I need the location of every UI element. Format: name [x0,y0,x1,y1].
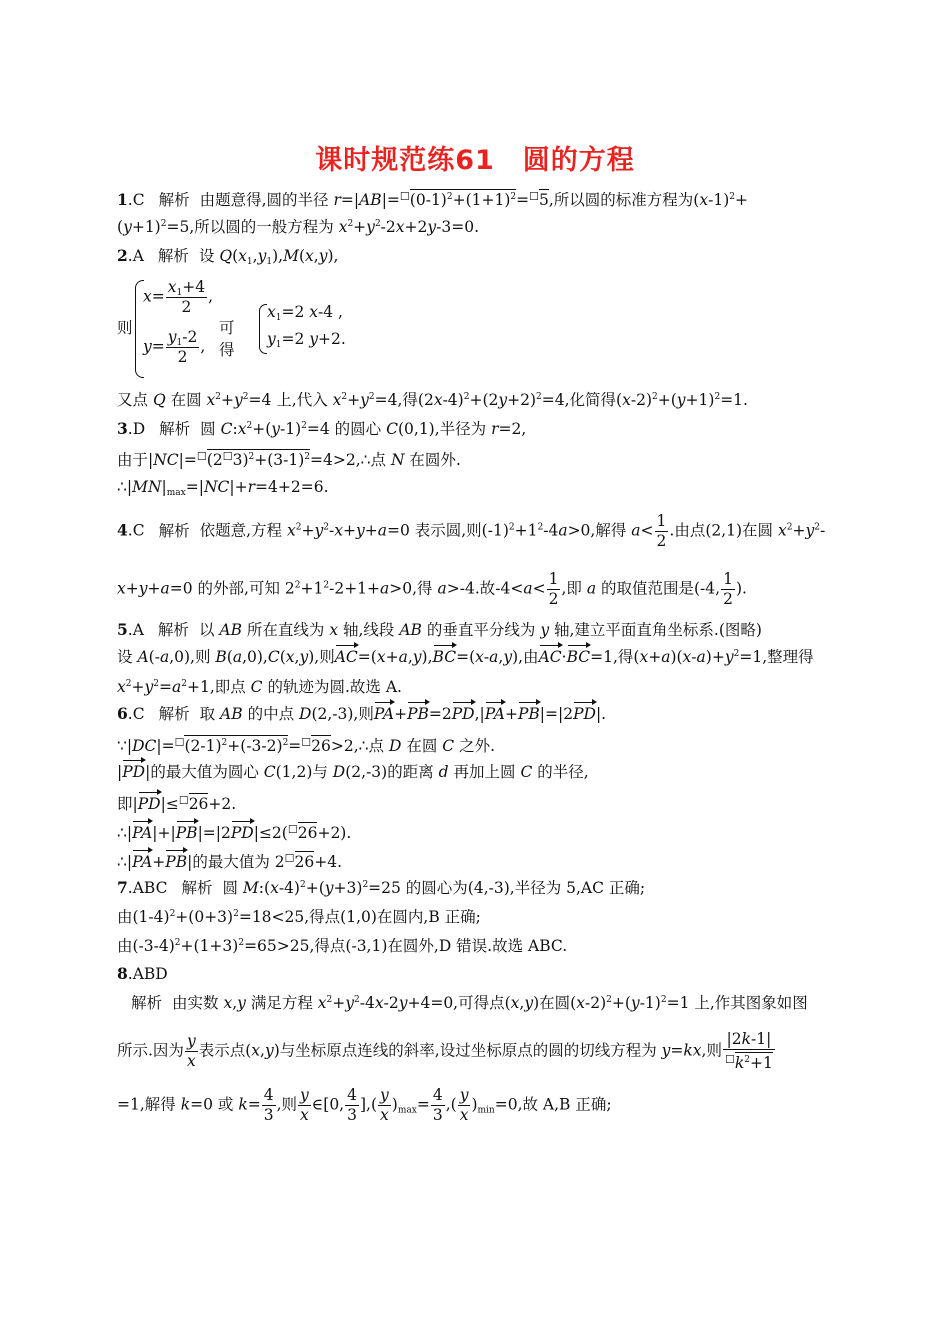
answer-7-line-1: 7.ABC 解析 圆 $M:(x-4)^2+(y+3)^2=25$ 的圆心为(4,-3),半径为 5,AC 正确; [117,878,646,897]
answer-5-line-2: 设 A(-a,0),则 B(a,0),C(x,y),则AC=(x+a,y),BC=(x-a,y),由AC·BC=1,得$(x+a)(x-a)+y^2=1$,整理得 [117,648,814,666]
answer-2-line-1: 2.A 解析 设 $Q(x_1,y_1),M(x,y)$, [117,246,339,267]
answer-3-line-2: 由于$|NC|=^☐(2^☐3)^2+(3-1)^2=4>2,\therefore$点 N 在圆外. [117,450,461,469]
answer-2-line-final: 又点 Q 在圆 $x^2+y^2=4$ 上,代入 $x^2+y^2=4$,得$(2x-4)^2+(2y+2)^2=4$,化简得$(x-2)^2+(y+1)^2=1$. [117,391,748,409]
answer-8-line-4: =1,解得 k=0 或 k= $\frac{4}{3}$ ,则 $\frac{y}{x}$ ∈[0, $\frac{4}{3}$ ],( $\frac{y}{x}$ )$_{max}=$ $\frac{4}{3}$ ,( $\frac{y}{x}$ )$_{min}=0$,故 A,B 正确; [117,1086,612,1124]
answer-5-line-3: $x^2+y^2=a^2+1$,即点 C 的轨迹为圆.故选 A. [117,678,402,696]
document-page: 课时规范练61 圆的方程 1.C 解析 由题意得,圆的半径 $r=|AB|=^☐(0-1)^2+(1+1)^2=^☐5$,所以圆的标准方程为$(x-1)^2+$ $(y+1)^2=5$,所以圆的一般方程为 $x^2+y^2-2x+2y-3=0$. 2.A 解析 设 $Q(x_1,y_1),M(x,y)$, 则 x= $\frac{x_1+4}{2}$ , y= $\frac{y_1-2}{2}$ , 可得 $x_1=2$ x-4 , $y_1=2$ y+2. 又点 Q 在圆 $x^2+y^2=4$ 上,代入 $x^2+y^2=4$,得$(2x-4)^2+(2y+2)^2=4$,化简得$(x-2)^2+(y+1)^2=1$. 3.D 解析 圆 $C:x^2+(y-1)^2=4$ 的圆心 C(0,1),半径为 r=2, 由于$|NC|=^☐(2^☐3)^2+(3-1)^2=4>2,\therefore$点 N 在圆外. $\therefore|MN|_{max}=|NC|+r=4+2=6$. 4.C 解析 依题意,方程 $x^2+y^2-x+y+a=0$ 表示圆,则$(-1)^2+1^2-4a>0$,解得 a< $\frac{1}{2}$ .由点(2,1)在圆 $x^2+y^2-$ x+y+a=0 的外部,可知 $2^2+1^2-2+1+a>0$,得 a>-4.故-4<a< $\frac{1}{2}$ ,即 a 的取值范围是(-4, $\frac{1}{2}$ ). 5.A 解析 以 AB 所在直线为 x 轴,线段 AB 的垂直平分线为 y 轴,建立平面直角坐标系.(图略) 设 A(-a,0),则 B(a,0),C(x,y),则AC=(x+a,y),BC=(x-a,y),由AC·BC=1,得$(x+a)(x-a)+y^2=1$,整理得 $x^2+y^2=a^2+1$,即点 C 的轨迹为圆.故选 A. 6.C 解析 取 AB 的中点 D(2,-3),则PA+PB=2PD,|PA+PB|=|2PD|. $\because|DC|=^☐(2-1)^2+(-3-2)^2=^☐26>2,\therefore$点 D 在圆 C 之外. |PD|的最大值为圆心 C(1,2)与 D(2,-3)的距离 d 再加上圆 C 的半径, 即|PD|≤☐26+2. ∴|PA|+|PB|=|2PD|≤2(☐26+2). ∴|PA+PB|的最大值为 2☐26+4. 7.ABC 解析 圆 $M:(x-4)^2+(y+3)^2=25$ 的圆心为(4,-3),半径为 5,AC 正确; 由$(1-4)^2+(0+3)^2=18<25$,得点(1,0)在圆内,B 正确; 由$(-3-4)^2+(1+3)^2=65>25$,得点(-3,1)在圆外,D 错误.故选 ABC. 8.ABD 解析 由实数 x,y 满足方程 $x^2+y^2-4x-2y+4=0$,可得点(x,y)在圆$(x-2)^2+(y-1)^2=1$ 上,作其图象如图 所示.因为 $\frac{y}{x}$ 表示点(x,y)与坐标原点连线的斜率,设过坐标原点的圆的切线方程为 y=kx,则 $\frac{|2k-1|}{^☐k^2+1}$ =1,解得 k=0 或 k= $\frac{4}{3}$ ,则 $\frac{y}{x}$ ∈[0, $\frac{4}{3}$ ],( $\frac{y}{x}$ )$_{max}=$ $\frac{4}{3}$ ,( $\frac{y}{x}$ )$_{min}=0$,故 A,B 正确; [0,0,950,1344]
answer-6-line-3: |PD|的最大值为圆心 C(1,2)与 D(2,-3)的距离 d 再加上圆 C 的半径, [117,763,589,781]
answer-3-line-3: $\therefore|MN|_{max}=|NC|+r=4+2=6$. [117,478,329,498]
answer-8-line-2: 解析 由实数 x,y 满足方程 $x^2+y^2-4x-2y+4=0$,可得点(x,y)在圆$(x-2)^2+(y-1)^2=1$ 上,作其图象如图 [131,994,808,1012]
answer-6-line-4: 即|PD|≤☐26+2. [117,794,237,813]
answer-3-line-1: 3.D 解析 圆 $C:x^2+(y-1)^2=4$ 的圆心 C(0,1),半径为 r=2, [117,419,527,438]
answer-1-line-1: 1.C 解析 由题意得,圆的半径 $r=|AB|=^☐(0-1)^2+(1+1)^2=^☐5$,所以圆的标准方程为$(x-1)^2+$ [117,190,748,209]
answer-7-line-2: 由$(1-4)^2+(0+3)^2=18<25$,得点(1,0)在圆内,B 正确; [117,908,481,926]
answer-5-line-1: 5.A 解析 以 AB 所在直线为 x 轴,线段 AB 的垂直平分线为 y 轴,建立平面直角坐标系.(图略) [117,620,762,639]
answer-8-line-3: 所示.因为 $\frac{y}{x}$ 表示点(x,y)与坐标原点连线的斜率,设过坐标原点的圆的切线方程为 y=kx,则 $\frac{|2k-1|}{^☐k^2+1}$ [117,1030,773,1072]
answer-1-line-2: $(y+1)^2=5$,所以圆的一般方程为 $x^2+y^2-2x+2y-3=0$. [117,218,480,236]
answer-8-line-1: 8.ABD [117,964,168,983]
answer-4-line-2: x+y+a=0 的外部,可知 $2^2+1^2-2+1+a>0$,得 a>-4.故-4<a< $\frac{1}{2}$ ,即 a 的取值范围是(-4, $\frac{1}{2}$ ). [117,570,747,608]
answer-6-line-6: ∴|PA+PB|的最大值为 2☐26+4. [117,852,343,871]
answer-6-line-1: 6.C 解析 取 AB 的中点 D(2,-3),则PA+PB=2PD,|PA+PB|=|2PD|. [117,704,607,723]
answer-4-line-1: 4.C 解析 依题意,方程 $x^2+y^2-x+y+a=0$ 表示圆,则$(-1)^2+1^2-4a>0$,解得 a< $\frac{1}{2}$ .由点(2,1)在圆 $x^2+y^2-$ [117,512,826,550]
answer-7-line-3: 由$(-3-4)^2+(1+3)^2=65>25$,得点(-3,1)在圆外,D 错误.故选 ABC. [117,937,568,955]
page-title: 课时规范练61 圆的方程 [315,145,635,176]
answer-6-line-2: $\because|DC|=^☐(2-1)^2+(-3-2)^2=^☐26>2,\therefore$点 D 在圆 C 之外. [117,736,496,755]
left-brace-icon [259,304,267,354]
answer-6-line-5: ∴|PA|+|PB|=|2PD|≤2(☐26+2). [117,823,352,842]
